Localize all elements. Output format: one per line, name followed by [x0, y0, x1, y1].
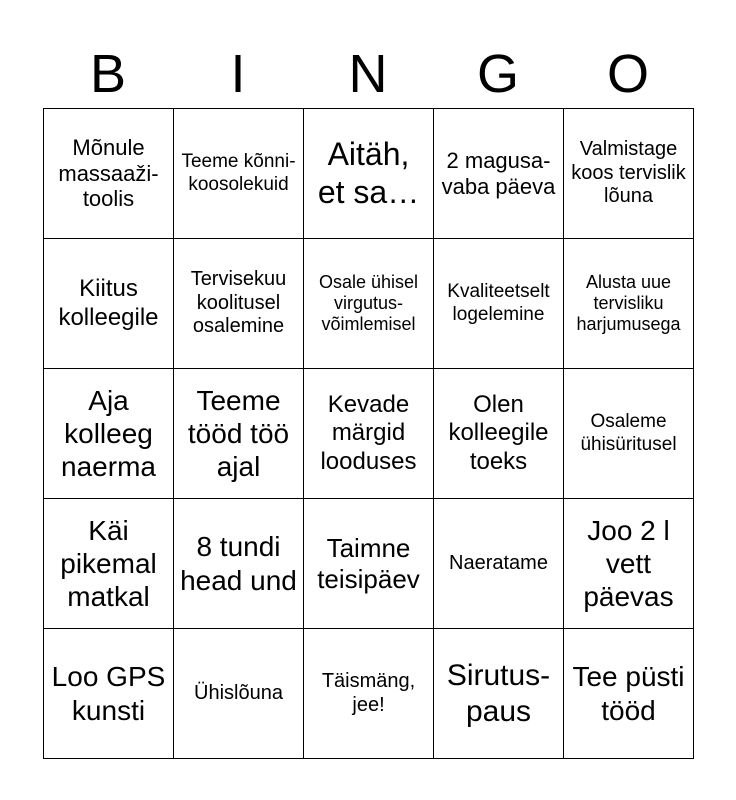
cell-text: Osaleme ühisüritusel — [580, 411, 677, 455]
header-letter-n: N — [348, 44, 388, 104]
bingo-cell[interactable] — [564, 629, 694, 759]
cell-text: Aja kolleeg naerma — [61, 384, 156, 483]
bingo-cell[interactable] — [174, 499, 304, 629]
header-letter-o: O — [606, 44, 649, 104]
bingo-cell[interactable] — [174, 369, 304, 499]
cell-text: Taimne teisipäev — [317, 532, 420, 594]
cell-text: Joo 2 l vett päevas — [583, 514, 674, 613]
bingo-cell[interactable] — [174, 239, 304, 369]
bingo-cell[interactable] — [304, 369, 434, 499]
board-row — [44, 109, 694, 239]
bingo-cell[interactable] — [44, 629, 174, 759]
cell-text: Kevade märgid looduses — [320, 391, 417, 475]
cell-text: Ühislõuna — [194, 681, 283, 704]
cell-text: Aitäh, et sa… — [317, 135, 420, 210]
header-letter-g: G — [476, 44, 519, 104]
header-letter-i: I — [230, 44, 246, 104]
bingo-cell[interactable] — [44, 109, 174, 239]
cell-text: Tervisekuu koolitusel osalemine — [190, 268, 287, 338]
cell-text: Alusta uue tervisliku harjumusega — [576, 271, 681, 335]
board-row — [44, 369, 694, 499]
cell-text: Osale ühisel virgutus-võimlemisel — [318, 271, 419, 335]
bingo-cell[interactable] — [44, 499, 174, 629]
bingo-cell[interactable] — [304, 239, 434, 369]
cell-text: Tee püsti tööd — [572, 661, 685, 726]
board-row — [44, 629, 694, 759]
cell-text: Mõnule massaaži-toolis — [58, 134, 159, 212]
cell-text: Teeme tööd töö ajal — [187, 384, 290, 483]
bingo-cell[interactable] — [44, 239, 174, 369]
bingo-header — [43, 40, 693, 108]
bingo-cell[interactable] — [174, 629, 304, 759]
cell-text: 8 tundi head und — [180, 531, 297, 596]
bingo-cell[interactable] — [434, 109, 564, 239]
cell-text: Kiitus kolleegile — [58, 275, 159, 331]
bingo-cell[interactable] — [434, 239, 564, 369]
cell-text: 2 magusa-vaba päeva — [441, 147, 556, 199]
cell-text: Naeratame — [449, 551, 548, 574]
bingo-cell[interactable] — [434, 629, 564, 759]
cell-text: Loo GPS kunsti — [51, 661, 166, 726]
cell-text: Kvaliteetselt logelemine — [447, 281, 550, 325]
header-letter-b: B — [89, 44, 127, 104]
cell-text: Olen kolleegile toeks — [448, 391, 549, 475]
bingo-cell[interactable] — [564, 239, 694, 369]
bingo-board — [43, 108, 694, 759]
bingo-cell[interactable] — [564, 109, 694, 239]
bingo-cell[interactable] — [304, 109, 434, 239]
cell-text: Valmistage koos tervislik lõuna — [571, 138, 686, 208]
bingo-cell[interactable] — [304, 499, 434, 629]
bingo-cell[interactable] — [434, 499, 564, 629]
cell-text: Teeme kõnni-koosolekuid — [181, 151, 296, 195]
cell-text: Käi pikemal matkal — [60, 514, 157, 613]
bingo-cell[interactable] — [564, 499, 694, 629]
cell-text: Sirutus-paus — [446, 659, 551, 728]
cell-text: Täismäng, jee! — [321, 669, 416, 716]
bingo-cell[interactable] — [174, 109, 304, 239]
board-row — [44, 239, 694, 369]
bingo-cell[interactable] — [44, 369, 174, 499]
bingo-cell[interactable] — [434, 369, 564, 499]
bingo-cell[interactable] — [304, 629, 434, 759]
board-row — [44, 499, 694, 629]
bingo-cell[interactable] — [564, 369, 694, 499]
